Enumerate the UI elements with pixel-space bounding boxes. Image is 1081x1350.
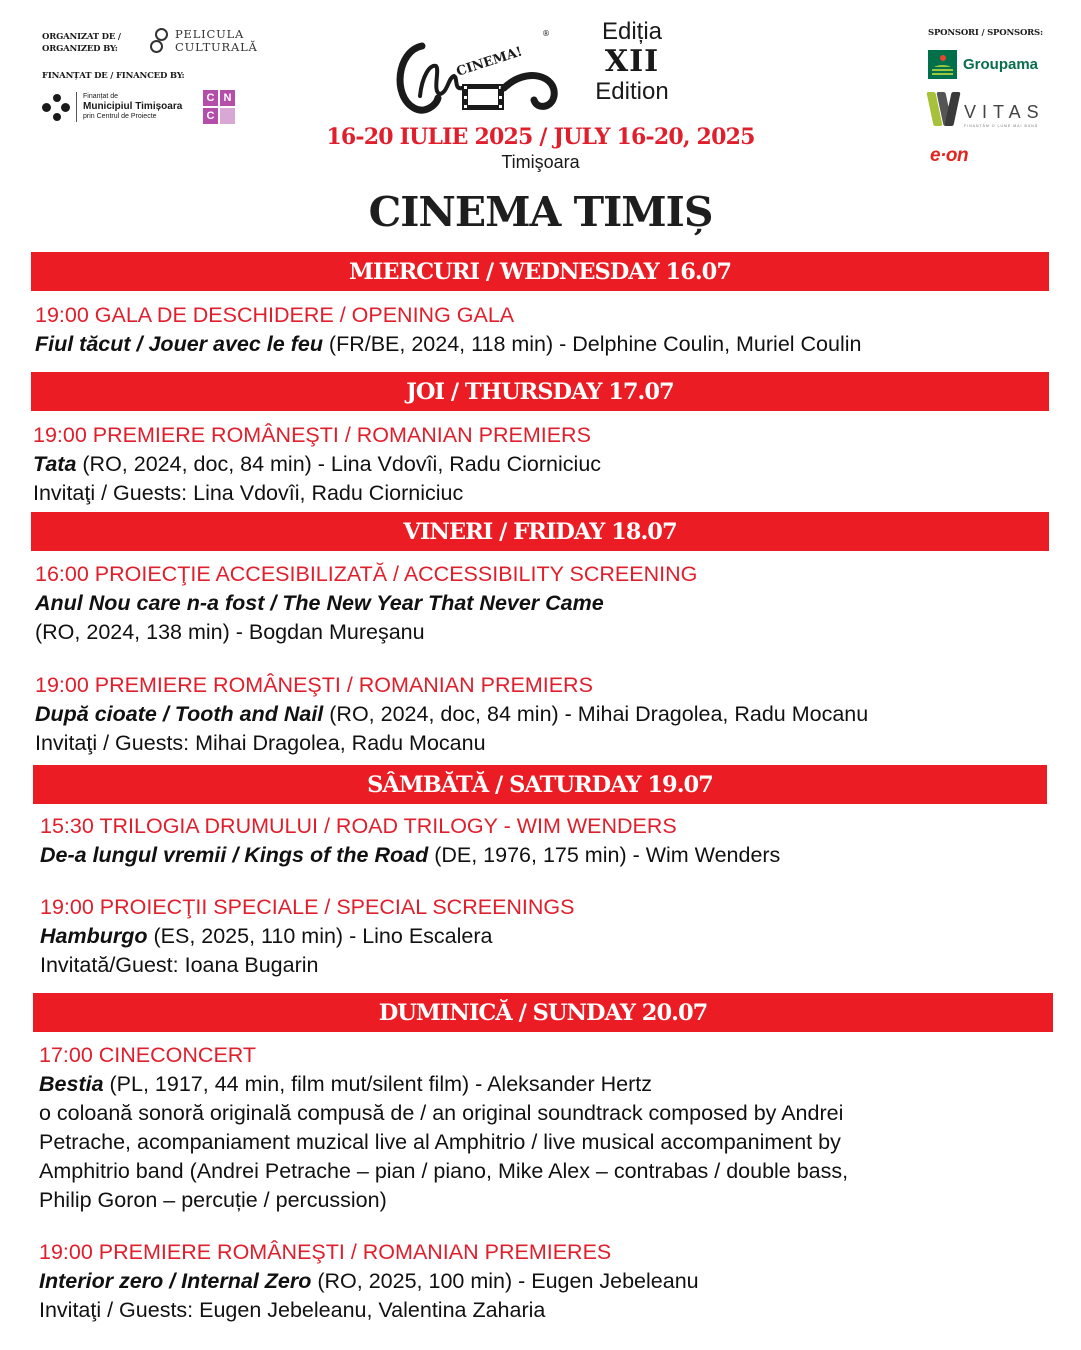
- cnc-letter: N: [220, 90, 235, 106]
- sponsor-name: Groupama: [963, 56, 1039, 73]
- pelicula-culturala-logo: [150, 28, 258, 54]
- day-header: MIERCURI / WEDNESDAY 16.07: [31, 252, 1049, 291]
- film-title: După cioate / Tooth and Nail: [35, 702, 324, 726]
- film-details: (RO, 2024, doc, 84 min) - Lina Vdovîi, Radu Ciorniciuc: [76, 452, 602, 476]
- organized-by-label-en: ORGANIZED BY:: [42, 44, 118, 54]
- event-category: 15:30 TRILOGIA DRUMULUI / ROAD TRILOGY - WIM WENDERS: [40, 814, 677, 838]
- event-item: [35, 301, 861, 359]
- municipiul-timisoara-logo: [42, 92, 182, 122]
- sponsor-eon: e·on: [930, 145, 969, 166]
- event-description-line: Amphitrio band (Andrei Petrache – pian / piano, Mike Alex – contrabas / double bass,: [39, 1159, 849, 1183]
- event-category: 17:00 CINECONCERT: [39, 1043, 257, 1067]
- day-header: SÂMBĂTĂ / SATURDAY 19.07: [33, 765, 1047, 804]
- financer-line3: prin Centrul de Proiecte: [83, 113, 157, 120]
- event-item: [35, 560, 697, 647]
- financer-line2: Municipiul Timișoara: [83, 101, 183, 112]
- event-description-line: Petrache, acompaniament muzical live al Amphitrio / live musical accompaniment by: [39, 1130, 841, 1154]
- film-details: (RO, 2024, doc, 84 min) - Mihai Dragolea, Radu Mocanu: [323, 702, 869, 726]
- edition-label-en: Edition: [595, 78, 669, 105]
- event-guests: Invitată/Guest: Ioana Bugarin: [40, 953, 319, 977]
- film-details: (RO, 2024, 138 min) - Bogdan Mureşanu: [35, 620, 425, 644]
- event-guests: Invitaţi / Guests: Mihai Dragolea, Radu Mocanu: [35, 731, 486, 755]
- event-category: 19:00 PREMIERE ROMÂNEŞTI / ROMANIAN PREMIERES: [39, 1240, 612, 1264]
- logo-divider: [76, 92, 77, 122]
- film-details: (RO, 2025, 100 min) - Eugen Jebeleanu: [311, 1269, 699, 1293]
- film-details: (FR/BE, 2024, 118 min) - Delphine Coulin, Muriel Coulin: [322, 332, 862, 356]
- film-title: Bestia: [39, 1072, 104, 1096]
- financed-by-label: FINANȚAT DE / FINANCED BY:: [42, 71, 185, 81]
- network-nodes-icon: [42, 93, 70, 121]
- cnc-tile: [220, 108, 235, 124]
- event-description-line: Philip Goron – percuție / percussion): [39, 1188, 387, 1212]
- festival-dates: 16-20 IULIE 2025 / JULY 16-20, 2025: [326, 124, 755, 150]
- event-item: [35, 671, 868, 758]
- event-item: [40, 812, 780, 870]
- vitas-tagline: FINANȚĂM O LUME MAI BUNĂ: [964, 124, 1039, 128]
- day-header: VINERI / FRIDAY 18.07: [31, 512, 1049, 551]
- film-title: Interior zero / Internal Zero: [39, 1269, 312, 1293]
- event-film-line: [35, 589, 697, 618]
- event-description-line: o coloană sonoră originală compusă de / an original soundtrack composed by Andrei: [39, 1101, 844, 1125]
- sponsors-label: SPONSORI / SPONSORS:: [928, 28, 1043, 38]
- edition-label-ro: Ediția: [601, 18, 663, 45]
- event-item: [39, 1238, 699, 1325]
- film-details: (ES, 2025, 110 min) - Lino Escalera: [147, 924, 493, 948]
- event-film-line: [33, 450, 601, 479]
- event-item: [33, 421, 601, 508]
- svg-text:®: ®: [542, 29, 550, 38]
- event-category: 19:00 PREMIERE ROMÂNEŞTI / ROMANIAN PREMIERS: [35, 673, 593, 697]
- page-title: CINEMA TIMIȘ: [368, 188, 713, 236]
- event-item: [39, 1041, 848, 1215]
- cnc-letter: C: [203, 90, 218, 106]
- sponsor-groupama: [928, 50, 1038, 79]
- sponsor-name: VITAS: [964, 102, 1045, 122]
- sponsor-vitas: [928, 92, 1045, 128]
- event-category: 19:00 GALA DE DESCHIDERE / OPENING GALA: [35, 303, 515, 327]
- film-title: De-a lungul vremii / Kings of the Road: [40, 843, 429, 867]
- festival-city: Timişoara: [501, 152, 580, 172]
- event-guests: Invitaţi / Guests: Lina Vdovîi, Radu Ciorniciuc: [33, 481, 464, 505]
- film-reel-icon: [150, 28, 172, 54]
- event-film-line: [39, 1070, 848, 1099]
- cnc-logo: [203, 90, 235, 124]
- organized-by-label: [42, 31, 121, 55]
- festival-logo: [392, 26, 564, 118]
- vitas-icon: [928, 92, 960, 128]
- edition-number: XII: [604, 44, 660, 79]
- event-film-line: [35, 700, 868, 729]
- film-title: Hamburgo: [40, 924, 148, 948]
- event-film-line: [40, 922, 575, 951]
- day-header: DUMINICĂ / SUNDAY 20.07: [33, 993, 1053, 1032]
- event-category: 19:00 PREMIERE ROMÂNEŞTI / ROMANIAN PREMIERS: [33, 423, 591, 447]
- event-film-line: [35, 330, 861, 359]
- edition-badge: [582, 18, 682, 106]
- groupama-icon: [928, 50, 957, 79]
- event-guests: Invitaţi / Guests: Eugen Jebeleanu, Valentina Zaharia: [39, 1298, 546, 1322]
- event-category: 16:00 PROIECŢIE ACCESIBILIZATĂ / ACCESSIBILITY SCREENING: [35, 562, 698, 586]
- film-details: (DE, 1976, 175 min) - Wim Wenders: [428, 843, 781, 867]
- film-details: (PL, 1917, 44 min, film mut/silent film) - Aleksander Hertz: [103, 1072, 652, 1096]
- film-title: Fiul tăcut / Jouer avec le feu: [35, 332, 323, 356]
- cnc-letter: C: [203, 108, 218, 124]
- organized-by-label-ro: ORGANIZAT DE /: [42, 32, 121, 42]
- svg-text:CINEMA!: CINEMA!: [454, 44, 525, 80]
- film-title: Tata: [33, 452, 77, 476]
- financer-line1: Finanțat de: [83, 93, 119, 100]
- organizer-logo-line1: PELICULA: [175, 27, 245, 41]
- film-title: Anul Nou care n-a fost / The New Year That Never Came: [35, 591, 604, 615]
- event-film-line: [39, 1267, 699, 1296]
- organizer-logo-line2: CULTURALĂ: [175, 40, 258, 54]
- event-item: [40, 893, 575, 980]
- event-film-line: [40, 841, 780, 870]
- event-category: 19:00 PROIECŢII SPECIALE / SPECIAL SCREENINGS: [40, 895, 575, 919]
- day-header: JOI / THURSDAY 17.07: [31, 372, 1049, 411]
